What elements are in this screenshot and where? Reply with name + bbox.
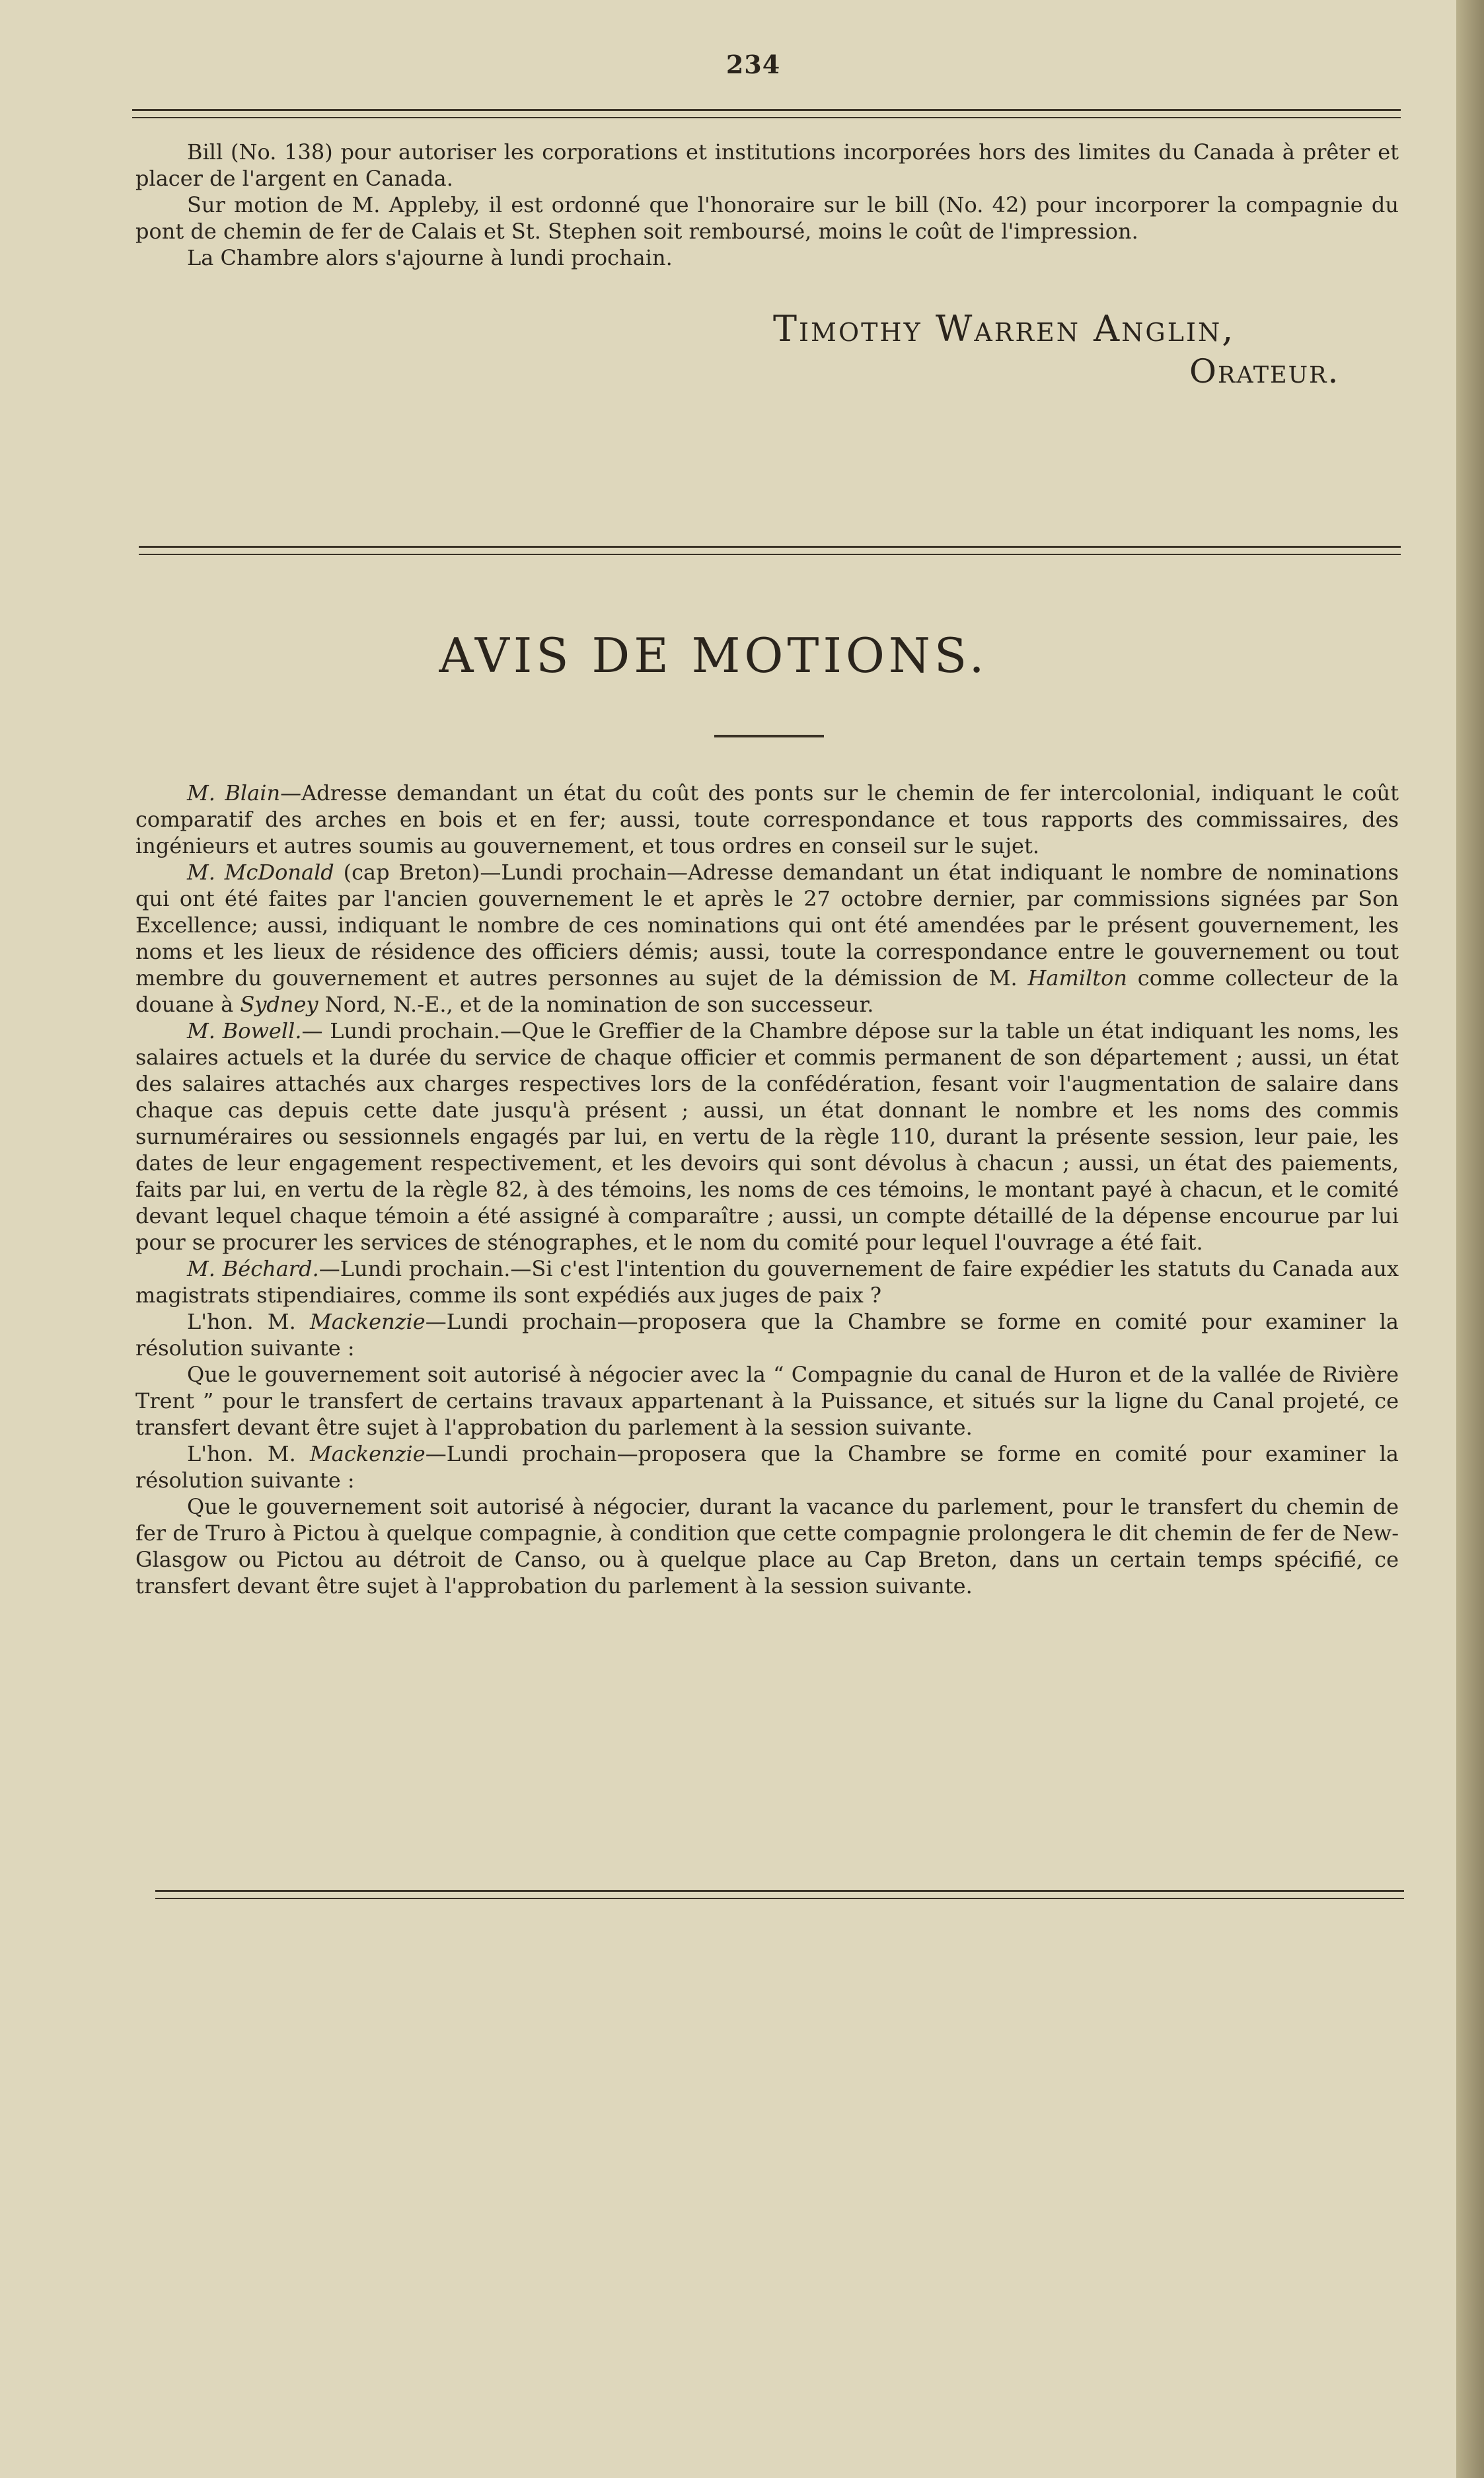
motion-prefix: L'hon. M. — [187, 1441, 310, 1466]
closing-paragraph: Sur motion de M. Appleby, il est ordonné que l'honoraire sur le bill (No. 42) pour incorporer la compagnie du pont de chemin de fer de Calais et St. Stephen soit remboursé, moins le coût de l'impression. — [135, 192, 1399, 244]
motion-paragraph — [135, 780, 1399, 859]
page-number: 234 — [725, 50, 781, 79]
motion-paragraph — [135, 1018, 1399, 1256]
motion-text: — Lundi prochain.—Que le Greffier de la Chambre dépose sur la table un état indiquant les noms, les salaires actuels et la durée du service de chaque officier et commis permanent de son département ; aussi, un état des salaires attachés aux charges respectives lors de la confédération, fesant voir l'augmentation de salaire dans chaque cas depuis cette date jusqu'à présent ; aussi, un état donnant le nombre et les noms des commis surnuméraires ou sessionnels engagés par lui, en vertu de la règle 110, durant la présente session, leur paie, les dates de leur engagement respectivement, et les devoirs qui sont dévolus à chacun ; aussi, un état des paiements, faits par lui, en vertu de la règle 82, à des témoins, les noms de ces témoins, le montant payé à chacun, et le comité devant lequel chaque témoin a été assigné à comparaître ; aussi, un compte détaillé de la dépense encourue par lui pour se procurer les services de sténographes, et le nom du comité pour lequel l'ouvrage a été fait. — [135, 1018, 1399, 1255]
motion-text: —Lundi prochain—proposera que la Chambre se forme en comité pour examiner la résolution suivante : — [135, 1441, 1399, 1493]
motion-text: —Lundi prochain.—Si c'est l'intention du gouvernement de faire expédier les statuts du Canada aux magistrats stipendiaires, comme ils sont expédiés aux juges de paix ? — [135, 1256, 1399, 1308]
signature-block — [773, 308, 1368, 393]
bottom-rule — [155, 1890, 1404, 1899]
closing-paragraph: La Chambre alors s'ajourne à lundi prochain. — [187, 245, 673, 270]
motion-text: —Adresse demandant un état du coût des ponts sur le chemin de fer intercolonial, indiquant le coût comparatif des arches en bois et en fer; aussi, toute correspondance et tous rapports des commissaires, des ingénieurs et autres soumis au gouvernement, et tous ordres en conseil sur le sujet. — [135, 780, 1399, 858]
resolution-paragraph: Que le gouvernement soit autorisé à négocier, durant la vacance du parlement, pour le transfert du chemin de fer de Truro à Pictou à quelque compagnie, à condition que cette compagnie prolongera le dit chemin de fer de New-Glasgow ou Pictou au détroit de Canso, ou à quelque place au Cap Breton, dans un certain temps spécifié, ce transfert devant être sujet à l'approbation du parlement à la session suivante. — [135, 1494, 1399, 1598]
motion-text: (cap Breton)—Lundi prochain—Adresse demandant un état indiquant le nombre de nominations qui ont été faites par l'ancien gouvernement le et après le 27 octobre dernier, par commissions signées par Son Excellence; aussi, indiquant le nombre de ces nominations qui ont été amendées par le présent gouvernement, les noms et les lieux de résidence des officiers démis; aussi, toute la correspondance entre le gouvernement ou tout membre du gouvernement et autres personnes au sujet de la démission de M. — [135, 860, 1399, 991]
member-name: M. Bowell. — [187, 1018, 302, 1043]
signature-title: Orateur. — [1189, 352, 1340, 391]
person-name: Hamilton — [1027, 965, 1127, 991]
heading-underline — [714, 735, 824, 737]
closing-paragraph: Bill (No. 138) pour autoriser les corporations et institutions incorporées hors des limites du Canada à prêter et placer de l'argent en Canada. — [135, 139, 1399, 191]
member-name: Mackenzie — [309, 1441, 426, 1466]
place-name: Sydney — [240, 992, 318, 1017]
motion-text: comme collecteur de la douane à — [135, 965, 1399, 1017]
page-edge-shadow — [1456, 0, 1484, 2478]
member-name: M. Béchard. — [187, 1256, 319, 1281]
member-name: M. Blain — [187, 780, 281, 806]
section-rule — [139, 546, 1401, 555]
motion-paragraph — [135, 1308, 1399, 1361]
top-rule — [132, 109, 1401, 118]
motion-paragraph — [135, 1256, 1399, 1308]
resolution-paragraph: Que le gouvernement soit autorisé à négocier avec la “ Compagnie du canal de Huron et de la vallée de Rivière Trent ” pour le transfert de certains travaux appartenant à la Puissance, et situés sur la ligne du Canal projeté, ce transfert devant être sujet à l'approbation du parlement à la session suivante. — [135, 1362, 1399, 1440]
motion-paragraph — [135, 859, 1399, 1018]
section-heading: AVIS DE MOTIONS. — [439, 628, 988, 683]
motions-section — [135, 780, 1399, 1599]
motion-text: —Lundi prochain—proposera que la Chambre se forme en comité pour examiner la résolution suivante : — [135, 1309, 1399, 1361]
member-name: Mackenzie — [309, 1309, 426, 1334]
signature-name: Timothy Warren Anglin, — [773, 308, 1236, 350]
motion-prefix: L'hon. M. — [187, 1309, 310, 1334]
closing-section — [135, 139, 1399, 271]
motion-paragraph — [135, 1441, 1399, 1493]
member-name: M. McDonald — [187, 860, 334, 885]
motion-text: Nord, N.-E., et de la nomination de son successeur. — [318, 992, 874, 1017]
